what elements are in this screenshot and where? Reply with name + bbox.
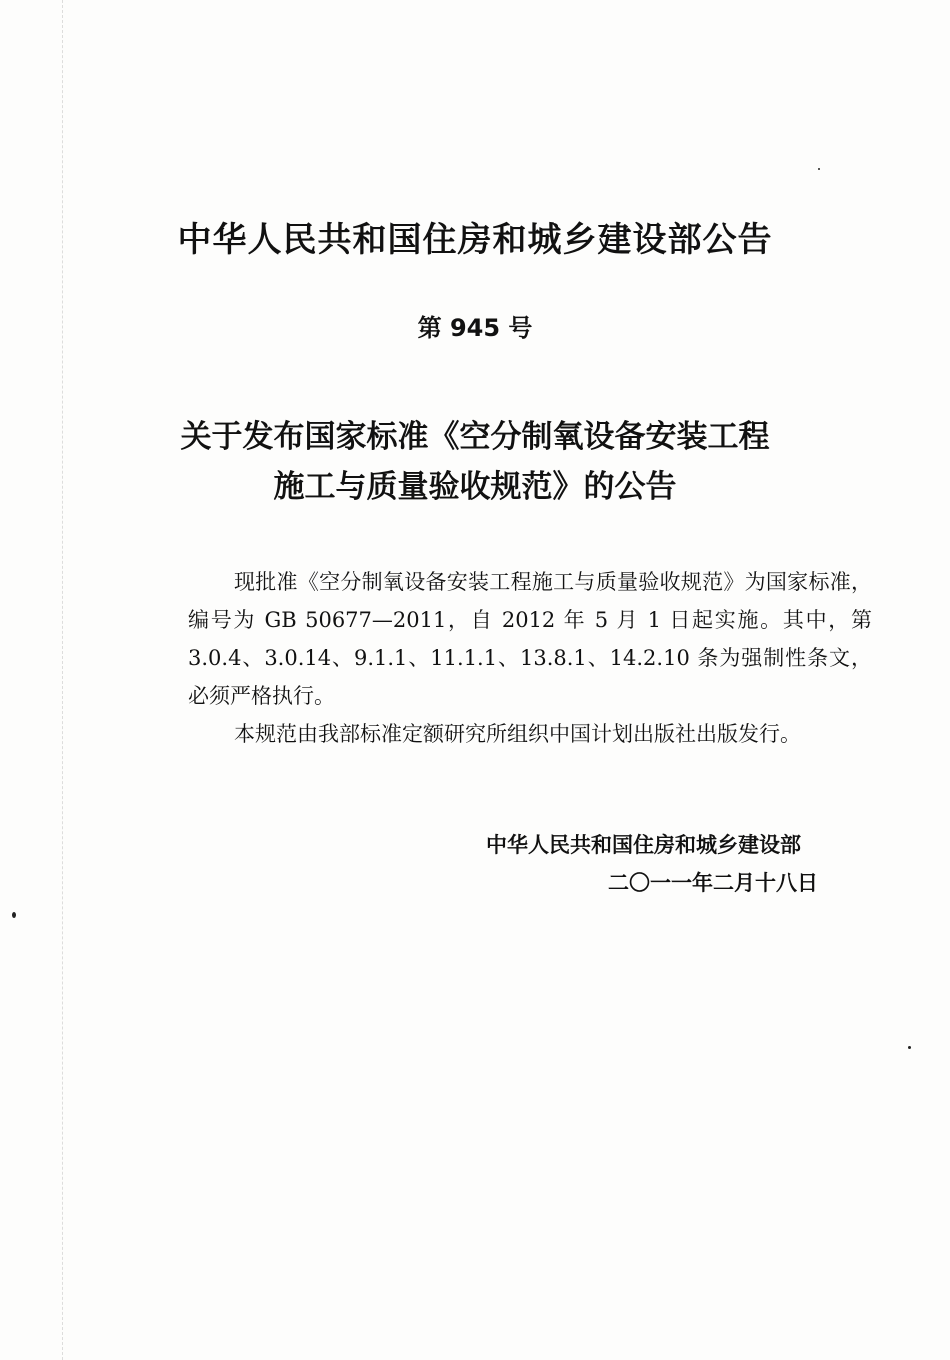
- subject-line-2: 施工与质量验收规范》的公告: [273, 469, 677, 505]
- scan-edge-mark: [62, 0, 63, 1360]
- body-paragraph-2: 本规范由我部标准定额研究所组织中国计划出版社出版发行。: [234, 722, 801, 746]
- announcement-body: [188, 563, 872, 753]
- issuer-name: 中华人民共和国住房和城乡建设部: [486, 833, 801, 857]
- subject-line-1: 关于发布国家标准《空分制氧设备安装工程: [180, 419, 770, 455]
- announcement-subject: [0, 412, 950, 512]
- scan-speck: [908, 1046, 911, 1049]
- scan-speck: [12, 912, 16, 918]
- issue-date: 二〇一一年二月十八日: [608, 871, 818, 895]
- signature-block: [486, 826, 818, 902]
- bulletin-title: 中华人民共和国住房和城乡建设部公告: [177, 220, 773, 260]
- bulletin-number: 第 945 号: [417, 314, 533, 342]
- scan-speck: [818, 168, 820, 170]
- body-paragraph-1: 现批准《空分制氧设备安装工程施工与质量验收规范》为国家标准，编号为 GB 50677—2011，自 2012 年 5 月 1 日起实施。其中，第 3.0.4、3.0.14、9.1.1、11.1.1、13.8.1、14.2.10 条为强制性条文，必须严格执行。: [188, 570, 872, 708]
